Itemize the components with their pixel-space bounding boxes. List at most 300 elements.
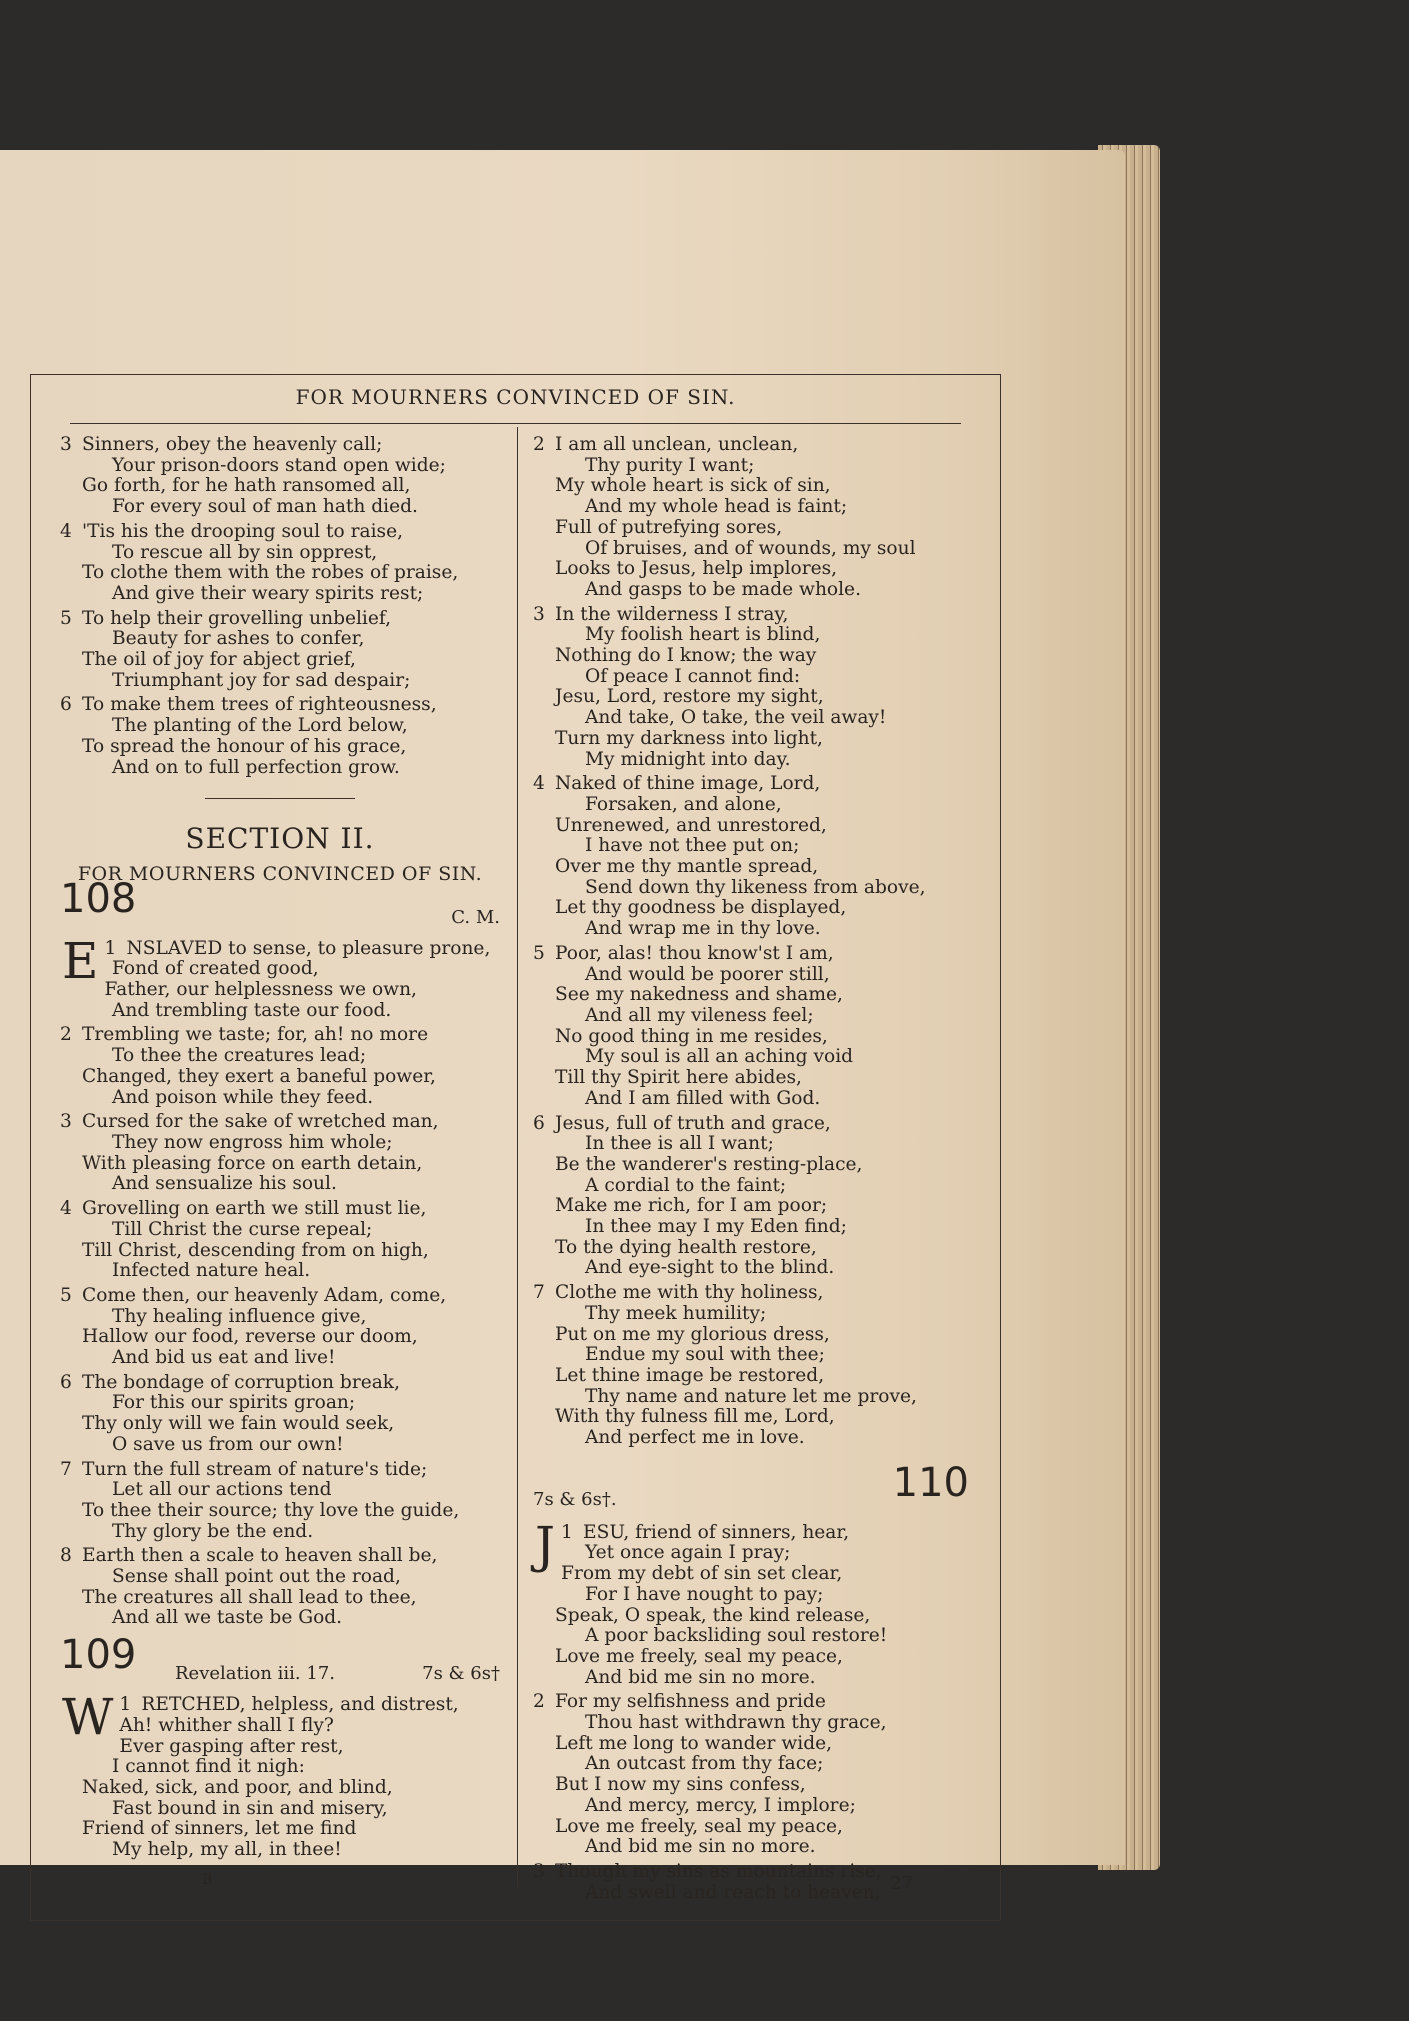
verse-text: 'Tis his the drooping soul to raise, [82,520,403,542]
verse-line [60,497,500,518]
verse-line [60,1819,500,1840]
verse-line [60,695,500,716]
verse-line [60,959,500,980]
verse-number: 5 [60,1284,72,1306]
verse-number: 2 [533,1691,545,1713]
verse-text: In the wilderness I stray, [555,603,789,625]
hymn-meter: C. M. [451,906,500,928]
verse-line [60,584,500,605]
verse-text: Clothe me with thy holiness, [555,1282,824,1304]
verse [533,774,983,940]
verse-text: Turn my darkness into light, [555,727,823,749]
verse [60,435,500,518]
verse-line [60,1001,500,1022]
verse-text: Infected nature heal. [112,1260,311,1282]
book-page [0,150,1125,1903]
verse-text: Of bruises, and of wounds, my soul [585,537,916,559]
verse-line [60,1799,500,1820]
verse-line [533,729,983,750]
hymn-110-heading [533,1459,983,1517]
verse-line [533,1817,983,1838]
left-column [60,435,500,1865]
verse-line [60,629,500,650]
verse-text: Changed, they exert a baneful power, [82,1065,436,1087]
verse-text: A poor backsliding soul restore! [585,1625,888,1647]
verse-number: 6 [533,1112,545,1134]
verse-line [533,1304,983,1325]
verse-line [60,1112,500,1133]
verse-line [60,1088,500,1109]
right-column [533,435,983,1907]
verse-text: My whole heart is sick of sin, [555,475,831,497]
verse-text: And mercy, mercy, I implore; [585,1794,856,1816]
verse-text: Naked of thine image, Lord, [555,773,821,795]
hymn-number: 108 [60,875,137,922]
verse-text: To rescue all by sin opprest, [112,541,378,563]
verse-text: And bid me sin no more. [585,1836,816,1858]
verse-text: Forsaken, and alone, [585,793,782,815]
verse-number: 3 [533,603,545,625]
verse-number: 3 [60,434,72,455]
verse-text: For this our spirits groan; [112,1392,356,1414]
verse-line [533,985,983,1006]
verse-line [533,1238,983,1259]
verse-text: Endue my soul with thee; [585,1344,825,1366]
verse-line [60,609,500,630]
verse-line [533,774,983,795]
verse-text: Let thine image be restored, [555,1364,825,1386]
verse-text: Left me long to wander wide, [555,1732,833,1754]
verse-line [60,1414,500,1435]
verse-text: And trembling taste our food. [112,999,392,1021]
verse-text: I have not thee put on; [585,835,800,857]
verse-line [60,1067,500,1088]
verse-line [533,1134,983,1155]
verse-number: 4 [533,773,545,795]
verse-line [60,1174,500,1195]
verse-line [533,667,983,688]
verse-text: And all my vileness feel; [585,1004,814,1026]
verse-line [60,543,500,564]
verse-text: Trembling we taste; for, ah! no more [82,1024,429,1046]
verse-text: Nothing do I know; the way [555,645,817,667]
verse-line [60,1546,500,1567]
verse-line [60,1241,500,1262]
hymn-108-heading [60,875,500,933]
verse-text: My midnight into day. [585,748,791,770]
verse [533,1862,983,1903]
verse-line [533,1543,983,1564]
verse-text: Grovelling on earth we still must lie, [82,1198,427,1220]
verse-text: Unrenewed, and unrestored, [555,814,827,836]
verse-line [533,1585,983,1606]
verse-line [533,1283,983,1304]
verse-text: And take, O take, the veil away! [585,707,887,729]
verse-line [533,708,983,729]
verse-line [533,965,983,986]
verse-line [60,1480,500,1501]
verse-line [60,1348,500,1369]
verse-line [533,944,983,965]
verse-text: Full of putrefying sores, [555,516,783,538]
verse-line [533,1047,983,1068]
verse-text: And eye-sight to the blind. [585,1257,835,1279]
verse-text: Of peace I cannot find: [585,665,801,687]
verse [60,931,500,1022]
verse-line [60,1286,500,1307]
hymn-108-verses [60,931,500,1630]
verse-text: A cordial to the faint; [585,1174,787,1196]
verse-line [60,1154,500,1175]
verse-text: Though my sins as mountains rise, [555,1861,882,1882]
verse-text: I am all unclean, unclean, [555,434,799,455]
verse-text: Thy purity I want; [585,454,755,476]
verse-line [533,878,983,899]
verse [533,605,983,771]
verse-text: Thou hast withdrawn thy grace, [585,1712,887,1734]
verse-text: O save us from our own! [112,1433,344,1455]
verse-line [533,1345,983,1366]
drop-cap: J [535,1515,556,1574]
verse-line [60,1327,500,1348]
verse-line [533,1068,983,1089]
verse-line [60,435,500,456]
verse-line [60,456,500,477]
verse-line [60,980,500,1001]
verse-text: The creatures all shall lead to thee, [82,1586,417,1608]
verse-line [533,1217,983,1238]
hymn-number: 110 [892,1459,969,1506]
verse-line [533,1713,983,1734]
verse-line [533,1626,983,1647]
verse-line [533,795,983,816]
verse-line [533,1407,983,1428]
verse-line [60,1460,500,1481]
verse-line [60,716,500,737]
verse-text: And on to full perfection grow. [112,756,400,778]
verse-line [533,580,983,601]
verse-line [533,898,983,919]
verse-line [533,1883,983,1904]
verse-line [533,687,983,708]
verse-line [60,1522,500,1543]
verse-text: And would be poorer still, [585,963,830,985]
page-number: 27 [890,1873,913,1894]
verse-text: Jesus, full of truth and grace, [555,1112,831,1134]
verse-text: But I now my sins confess, [555,1774,806,1796]
verse [533,435,983,601]
verse-text: Sense shall point out the road, [112,1566,401,1588]
verse [533,1515,983,1689]
verse-line [60,476,500,497]
page-frame [30,374,1001,1921]
verse-text: Thy meek humility; [585,1302,767,1324]
verse-text: Ever gasping after rest, [119,1735,344,1757]
verse-text: For my selfishness and pride [555,1691,826,1713]
hymn-109-heading [60,1632,500,1689]
hymn-109-verses [60,1688,500,1861]
verse-number: 5 [533,942,545,964]
verse-text: RETCHED, helpless, and distrest, [141,1694,459,1716]
verse-text: The bondage of corruption break, [82,1371,400,1393]
verse-number: 6 [60,1371,72,1393]
verse-text: Thy glory be the end. [112,1520,314,1542]
right-continued-verses [533,435,983,1449]
verse-line [533,836,983,857]
verse-line [60,1608,500,1629]
verse-text: NSLAVED to sense, to pleasure prone, [126,937,491,959]
verse-line [60,737,500,758]
section-divider [205,798,355,799]
verse-line [60,671,500,692]
verse-number: 6 [60,694,72,716]
section-title: SECTION II. [185,822,375,856]
verse-number: 5 [60,607,72,629]
verse-line [533,1647,983,1668]
verse-text: Sinners, obey the heavenly call; [82,434,383,455]
verse-line [533,1114,983,1135]
verse-text: See my nakedness and shame, [555,984,843,1006]
verse-line [533,605,983,626]
verse-text: Beauty for ashes to confer, [112,628,365,650]
verse-number: 2 [533,434,545,455]
verse-number: 4 [60,1198,72,1220]
verse-line [533,1606,983,1627]
verse-line [533,1564,983,1585]
hymn-number: 109 [60,1632,137,1679]
verse-text: Go forth, for he hath ransomed all, [82,475,411,497]
verse-line [533,646,983,667]
verse-line [533,1668,983,1689]
verse-line [60,1261,500,1282]
verse-line [533,1754,983,1775]
verse-line [60,1199,500,1220]
verse-text: Father, our helplessness we own, [104,979,417,1001]
running-head: FOR MOURNERS CONVINCED OF SIN. [295,385,736,409]
verse-text: To the dying health restore, [555,1236,817,1258]
verse-line [533,1366,983,1387]
verse-text: To help their grovelling unbelief, [82,607,392,629]
verse-text: Thy healing influence give, [112,1305,367,1327]
verse-line [60,1307,500,1328]
verse-text: Let thy goodness be displayed, [555,897,847,919]
verse-text: To clothe them with the robes of praise, [82,562,459,584]
verse-line [533,816,983,837]
verse-text: Over me thy mantle spread, [555,856,819,878]
verse-number: 8 [60,1545,72,1567]
verse [60,1199,500,1282]
verse-line [533,1837,983,1858]
verse-line [60,1757,500,1778]
verse-text: Hallow our food, reverse our doom, [82,1326,418,1348]
verse-line [533,1775,983,1796]
verse-line [60,758,500,779]
verse-text: Your prison-doors stand open wide; [112,454,446,476]
verse [60,522,500,605]
verse-number: 1 [104,937,117,959]
verse [533,1283,983,1449]
verse-line [60,1373,500,1394]
verse-text: To spread the honour of his grace, [82,735,407,757]
verse-text: Be the wanderer's resting-place, [555,1153,863,1175]
verse-line [533,435,983,456]
verse-line [60,1046,500,1067]
verse [60,1688,500,1861]
verse-line [60,1840,500,1861]
verse-text: Let all our actions tend [112,1479,332,1501]
verse-line [533,1428,983,1449]
hymn-scripture-reference: Revelation iii. 17. [175,1663,335,1685]
hymn-meter: 7s & 6s† [422,1663,500,1685]
verse-line [533,1734,983,1755]
drop-cap: E [62,931,99,990]
verse-line [60,1435,500,1456]
verse-line [533,857,983,878]
verse-line [60,522,500,543]
verse-text: I cannot find it nigh: [112,1756,305,1778]
verse [60,1286,500,1369]
verse [60,695,500,778]
verse-text: From my debt of sin set clear, [561,1563,843,1585]
verse-number: 1 [119,1694,132,1716]
verse-text: Cursed for the sake of wretched man, [82,1111,439,1133]
verse-line [533,1387,983,1408]
verse-line [533,518,983,539]
verse-text: Yet once again I pray; [585,1542,791,1564]
verse-text: And wrap me in thy love. [585,918,821,940]
head-rule [70,423,961,424]
verse-text: My foolish heart is blind, [585,624,821,646]
verse-number: 4 [60,520,72,542]
verse-text: Friend of sinners, let me find [82,1818,357,1840]
verse-number: 3 [533,1861,545,1882]
verse-line [533,919,983,940]
verse [60,1460,500,1543]
section-subtitle: FOR MOURNERS CONVINCED OF SIN. [77,862,483,885]
verse-text: Come then, our heavenly Adam, come, [82,1284,447,1306]
verse-text: Thy name and nature let me prove, [585,1385,917,1407]
verse-line [533,1692,983,1713]
hymn-110-verses [533,1515,983,1904]
verse-text: No good thing in me resides, [555,1025,828,1047]
verse-line [60,1737,500,1758]
verse-text: Ah! whither shall I fly? [119,1714,334,1736]
verse-line [60,1567,500,1588]
verse-text: And poison while they feed. [112,1086,374,1108]
verse-line [533,1196,983,1217]
verse-text: Thy only will we fain would seek, [82,1413,395,1435]
verse-text: With pleasing force on earth detain, [82,1152,423,1174]
verse-text: Earth then a scale to heaven shall be, [82,1545,438,1567]
verse-number: 7 [533,1282,545,1304]
verse-text: Till thy Spirit here abides, [555,1067,802,1089]
verse-line [60,1716,500,1737]
verse [60,1373,500,1456]
verse [533,1692,983,1858]
verse-line [60,650,500,671]
verse-text: Fond of created good, [112,958,319,980]
verse-text: And perfect me in love. [585,1427,805,1449]
verse-line [533,1089,983,1110]
verse-text: My soul is all an aching void [585,1046,854,1068]
verse-text: Jesu, Lord, restore my sight, [555,686,824,708]
verse-text: Make me rich, for I am poor; [555,1195,828,1217]
verse-text: Put on me my glorious dress, [555,1323,830,1345]
verse-text: And my whole head is faint; [585,496,848,518]
verse-text: To thee the creatures lead; [112,1045,367,1067]
verse-text: They now engross him whole; [112,1131,393,1153]
verse-line [60,1393,500,1414]
verse-text: To thee their source; thy love the guide, [82,1499,460,1521]
verse-text: In thee is all I want; [585,1133,774,1155]
verse-line [60,1133,500,1154]
verse-line [533,456,983,477]
verse-text: Till Christ, descending from on high, [82,1239,429,1261]
verse-text: Poor, alas! thou know'st I am, [555,942,834,964]
verse-line [60,1501,500,1522]
verse-line [60,1588,500,1609]
verse-text: Send down thy likeness from above, [585,876,926,898]
verse-text: And swell and reach to heaven, [585,1881,881,1903]
verse-text: Triumphant joy for sad despair; [112,669,411,691]
verse-text: An outcast from thy face; [585,1753,824,1775]
verse-number: 2 [60,1024,72,1046]
verse-text: Naked, sick, and poor, and blind, [82,1776,393,1798]
verse-text: My help, my all, in thee! [112,1839,342,1861]
verse-text: To make them trees of righteousness, [82,694,437,716]
verse-text: The oil of joy for abject grief, [82,649,356,671]
verse-line [533,1006,983,1027]
verse-text: Fast bound in sin and misery, [112,1797,388,1819]
verse-text: With thy fulness fill me, Lord, [555,1406,835,1428]
verse [60,1112,500,1195]
verse-line [533,1258,983,1279]
verse-line [533,625,983,646]
verse [60,1025,500,1108]
verse-text: And all we taste be God. [112,1607,343,1629]
verse-line [533,559,983,580]
verse-text: ESU, friend of sinners, hear, [583,1521,850,1543]
verse [60,1546,500,1629]
verse-number: 1 [561,1521,573,1543]
verse-text: Speak, O speak, the kind release, [555,1604,871,1626]
verse-line [60,1025,500,1046]
verse-line [60,563,500,584]
verse-text: In thee may I my Eden find; [585,1216,847,1238]
verse-line [533,1176,983,1197]
verse [533,944,983,1110]
verse-line [533,1325,983,1346]
verse-text: And I am filled with God. [585,1087,821,1109]
verse-text: Turn the full stream of nature's tide; [82,1458,428,1480]
verse-text: Love me freely, seal my peace, [555,1815,843,1837]
column-rule [517,427,518,1887]
verse-line [533,1027,983,1048]
verse-line [533,750,983,771]
verse [60,609,500,692]
verse-number: 3 [60,1111,72,1133]
verse-text: The planting of the Lord below, [112,715,408,737]
signature-mark: B [202,1872,213,1888]
verse-line [533,476,983,497]
verse-line [533,539,983,560]
verse-text: For I have nought to pay; [585,1583,824,1605]
verse-line [533,497,983,518]
hymn-meter: 7s & 6s†. [533,1489,617,1511]
verse-line [533,1796,983,1817]
verse-number: 7 [60,1458,72,1480]
verse-text: Love me freely, seal my peace, [555,1645,843,1667]
